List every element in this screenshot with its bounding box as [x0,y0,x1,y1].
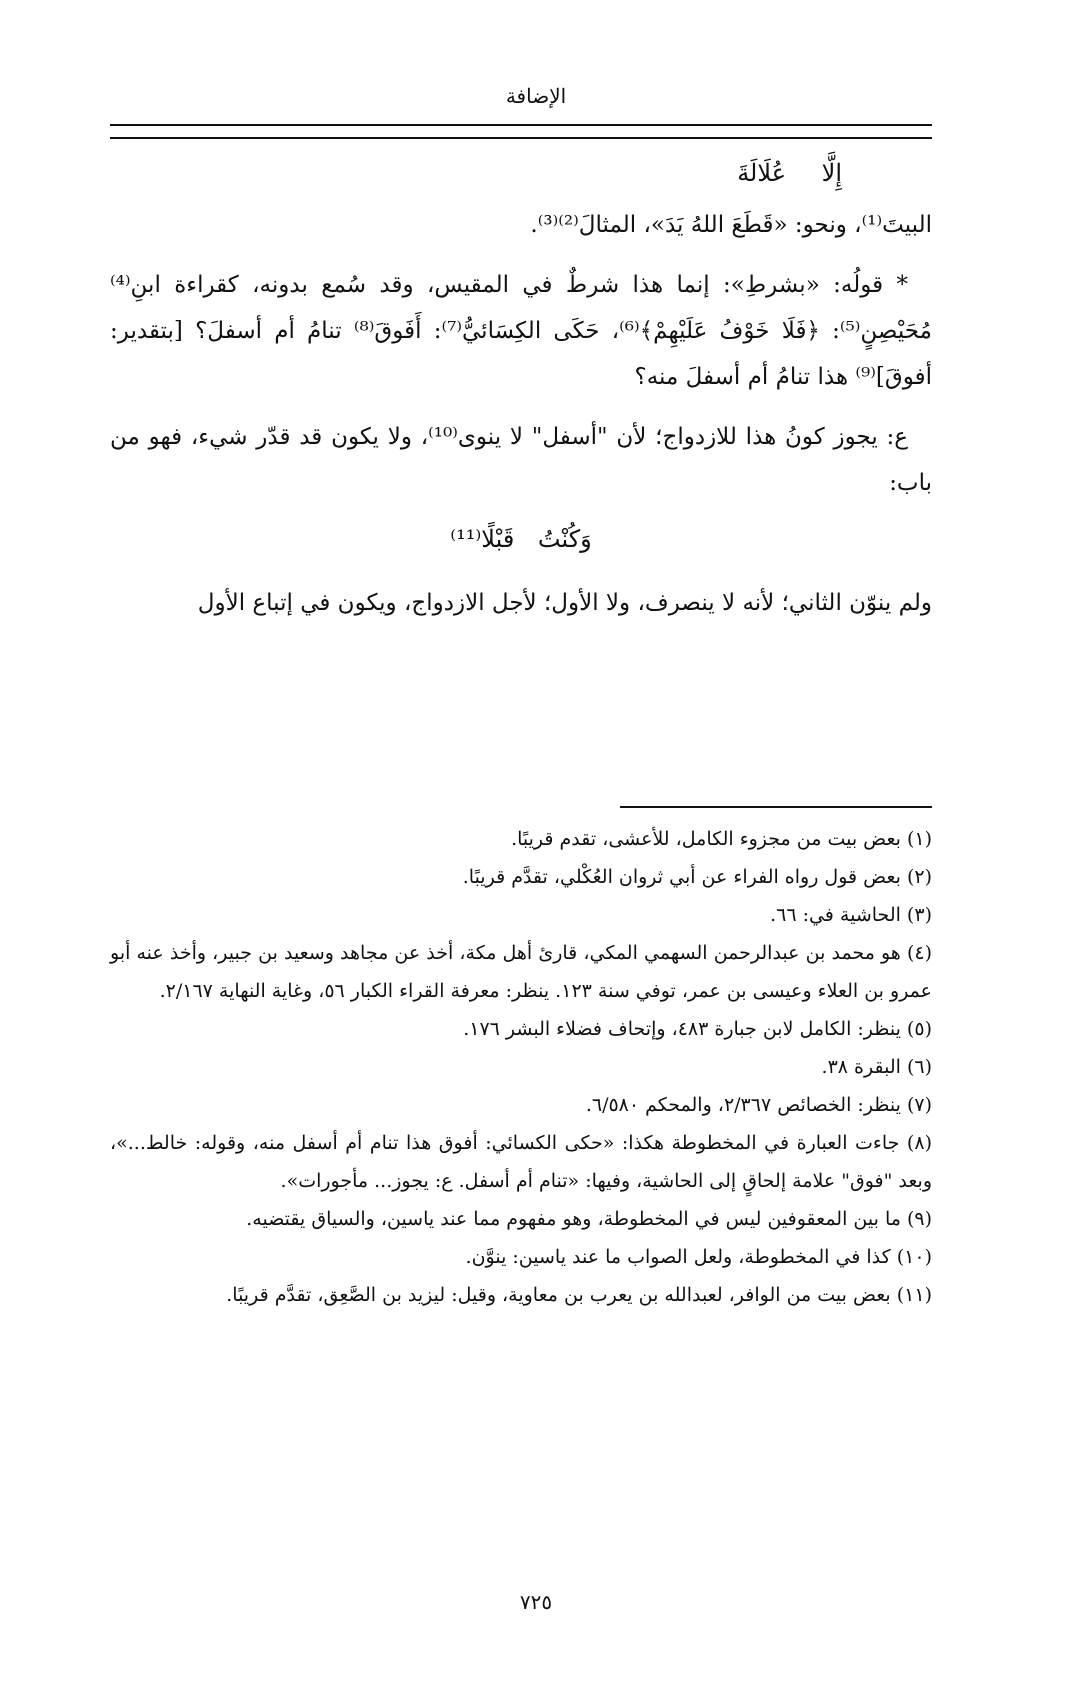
footnote-9: (٩) ما بين المعقوفين ليس في المخطوطة، وهو مفهوم مما عند ياسين، والسياق يقتضيه. [246,1208,932,1230]
paragraph-1: البيتَ⁽¹⁾، ونحو: «قَطَعَ اللهُ يَدَ»، المثالَ⁽²⁾⁽³⁾. [530,212,932,238]
footnote-5: (٥) ينظر: الكامل لابن جبارة ٤٨٣، وإتحاف فضلاء البشر ١٧٦. [463,1018,932,1040]
header-rule-thick [110,124,932,126]
footnote-11: (١١) بعض بيت من الوافر، لعبدالله بن يعرب بن معاوية، وقيل: ليزيد بن الصَّعِق، تقدَّم قريبًا. [226,1284,932,1306]
page-number: ٧٢٥ [519,1590,553,1614]
footnote-10: (١٠) كذا في المخطوطة، ولعل الصواب ما عند ياسين: ينوَّن. [465,1246,932,1268]
verse-line-1: إِلَّا عُلَالَةَ [737,159,842,187]
footnote-1: (١) بعض بيت من مجزوء الكامل، للأعشى، تقدم قريبًا. [511,828,932,850]
footnote-separator [620,806,932,808]
verse-line-2: وَكُنْتُ قَبْلًا⁽¹¹⁾ [450,525,592,553]
paragraph-3: ع: يجوز كونُ هذا للازدواج؛ لأن "أسفل" لا ينوى⁽¹⁰⁾، ولا يكون قد قدّر شيء، فهو من باب: [110,424,932,496]
footnote-6: (٦) البقرة ٣٨. [821,1056,932,1078]
footnote-2: (٢) بعض قول رواه الفراء عن أبي ثروان العُكْلي، تقدَّم قريبًا. [462,866,932,888]
footnote-4: (٤) هو محمد بن عبدالرحمن السهمي المكي، قارئ أهل مكة، أخذ عن مجاهد وسعيد بن جبير، وأخذ عنه أبو عمرو بن العلاء وعيسى بن عمر، توفي سنة ١٢٣. ينظر: معرفة القراء الكبار ٥٦، وغاية النهاية ٢/١٦٧. [110,942,932,1002]
header-rule-thin [110,137,932,139]
footnote-8: (٨) جاءت العبارة في المخطوطة هكذا: «حكى الكسائي: أفوق هذا تنام أم أسفل منه، وقوله: خالط...»، وبعد "فوق" علامة إلحاقٍ إلى الحاشية، وفيها: «تنام أم أسفل. ع: يجوز... مأجورات». [110,1132,932,1192]
footnote-3: (٣) الحاشية في: ٦٦. [770,904,932,926]
running-title: الإضافة [505,84,567,108]
main-text [110,150,932,626]
footnotes [110,820,932,1314]
footnote-7: (٧) ينظر: الخصائص ٢/٣٦٧، والمحكم ٦/٥٨٠. [585,1094,932,1116]
paragraph-4: ولم ينوّن الثاني؛ لأنه لا ينصرف، ولا الأول؛ لأجل الازدواج، ويكون في إتباع الأول [197,590,932,616]
paragraph-2: * قولُه: «بشرطِ»: إنما هذا شرطٌ في المقيس، وقد سُمع بدونه، كقراءة ابنِ⁽⁴⁾ مُحَيْصِنٍ⁽⁵⁾: ﴿فَلَا خَوْفُ عَلَيْهِمْ﴾⁽⁶⁾، حَكَى الكِسَائيُّ⁽⁷⁾: أَفَوقَ⁽⁸⁾ تنامُ أم أسفلَ؟ [بتقدير: أفوقَ]⁽⁹⁾ هذا تنامُ أم أسفلَ منه؟ [110,272,932,390]
